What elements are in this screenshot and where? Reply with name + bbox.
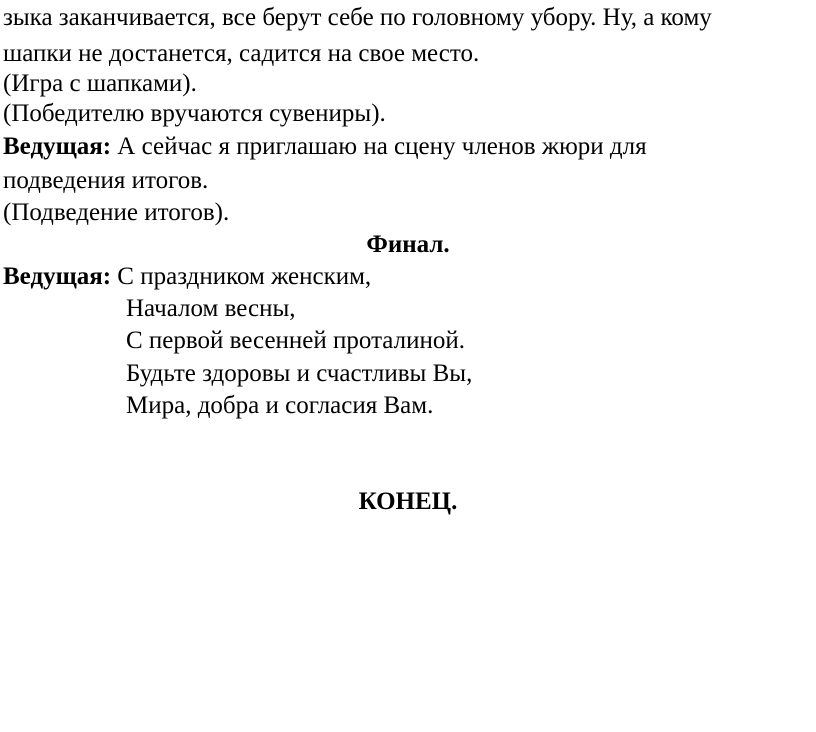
section-heading: Финал.	[366, 231, 450, 258]
paragraph-line: шапки не достанется, садится на свое место.	[3, 40, 480, 67]
paragraph-line: подведения итогов.	[3, 167, 209, 194]
speaker-label: Ведущая:	[3, 263, 112, 290]
speaker-paragraph	[3, 134, 647, 159]
poem-line: Будьте здоровы и счастливы Вы,	[126, 360, 473, 387]
poem-first-line	[3, 264, 371, 289]
paragraph-line: зыка заканчивается, все берут себе по головному убору. Ну, а кому	[3, 4, 712, 31]
paragraph-text: А сейчас я приглашаю на сцену членов жюри для	[117, 133, 647, 160]
stage-direction: (Победителю вручаются сувениры).	[3, 100, 386, 127]
speaker-label: Ведущая:	[3, 133, 112, 160]
poem-line: С первой весенней проталиной.	[126, 327, 465, 354]
poem-line: Мира, добра и согласия Вам.	[126, 392, 434, 419]
poem-line: Началом весны,	[126, 295, 296, 322]
stage-direction: (Подведение итогов).	[3, 199, 230, 226]
poem-line: С праздником женским,	[117, 263, 372, 290]
end-heading: КОНЕЦ.	[358, 488, 458, 515]
stage-direction: (Игра с шапками).	[3, 70, 197, 97]
